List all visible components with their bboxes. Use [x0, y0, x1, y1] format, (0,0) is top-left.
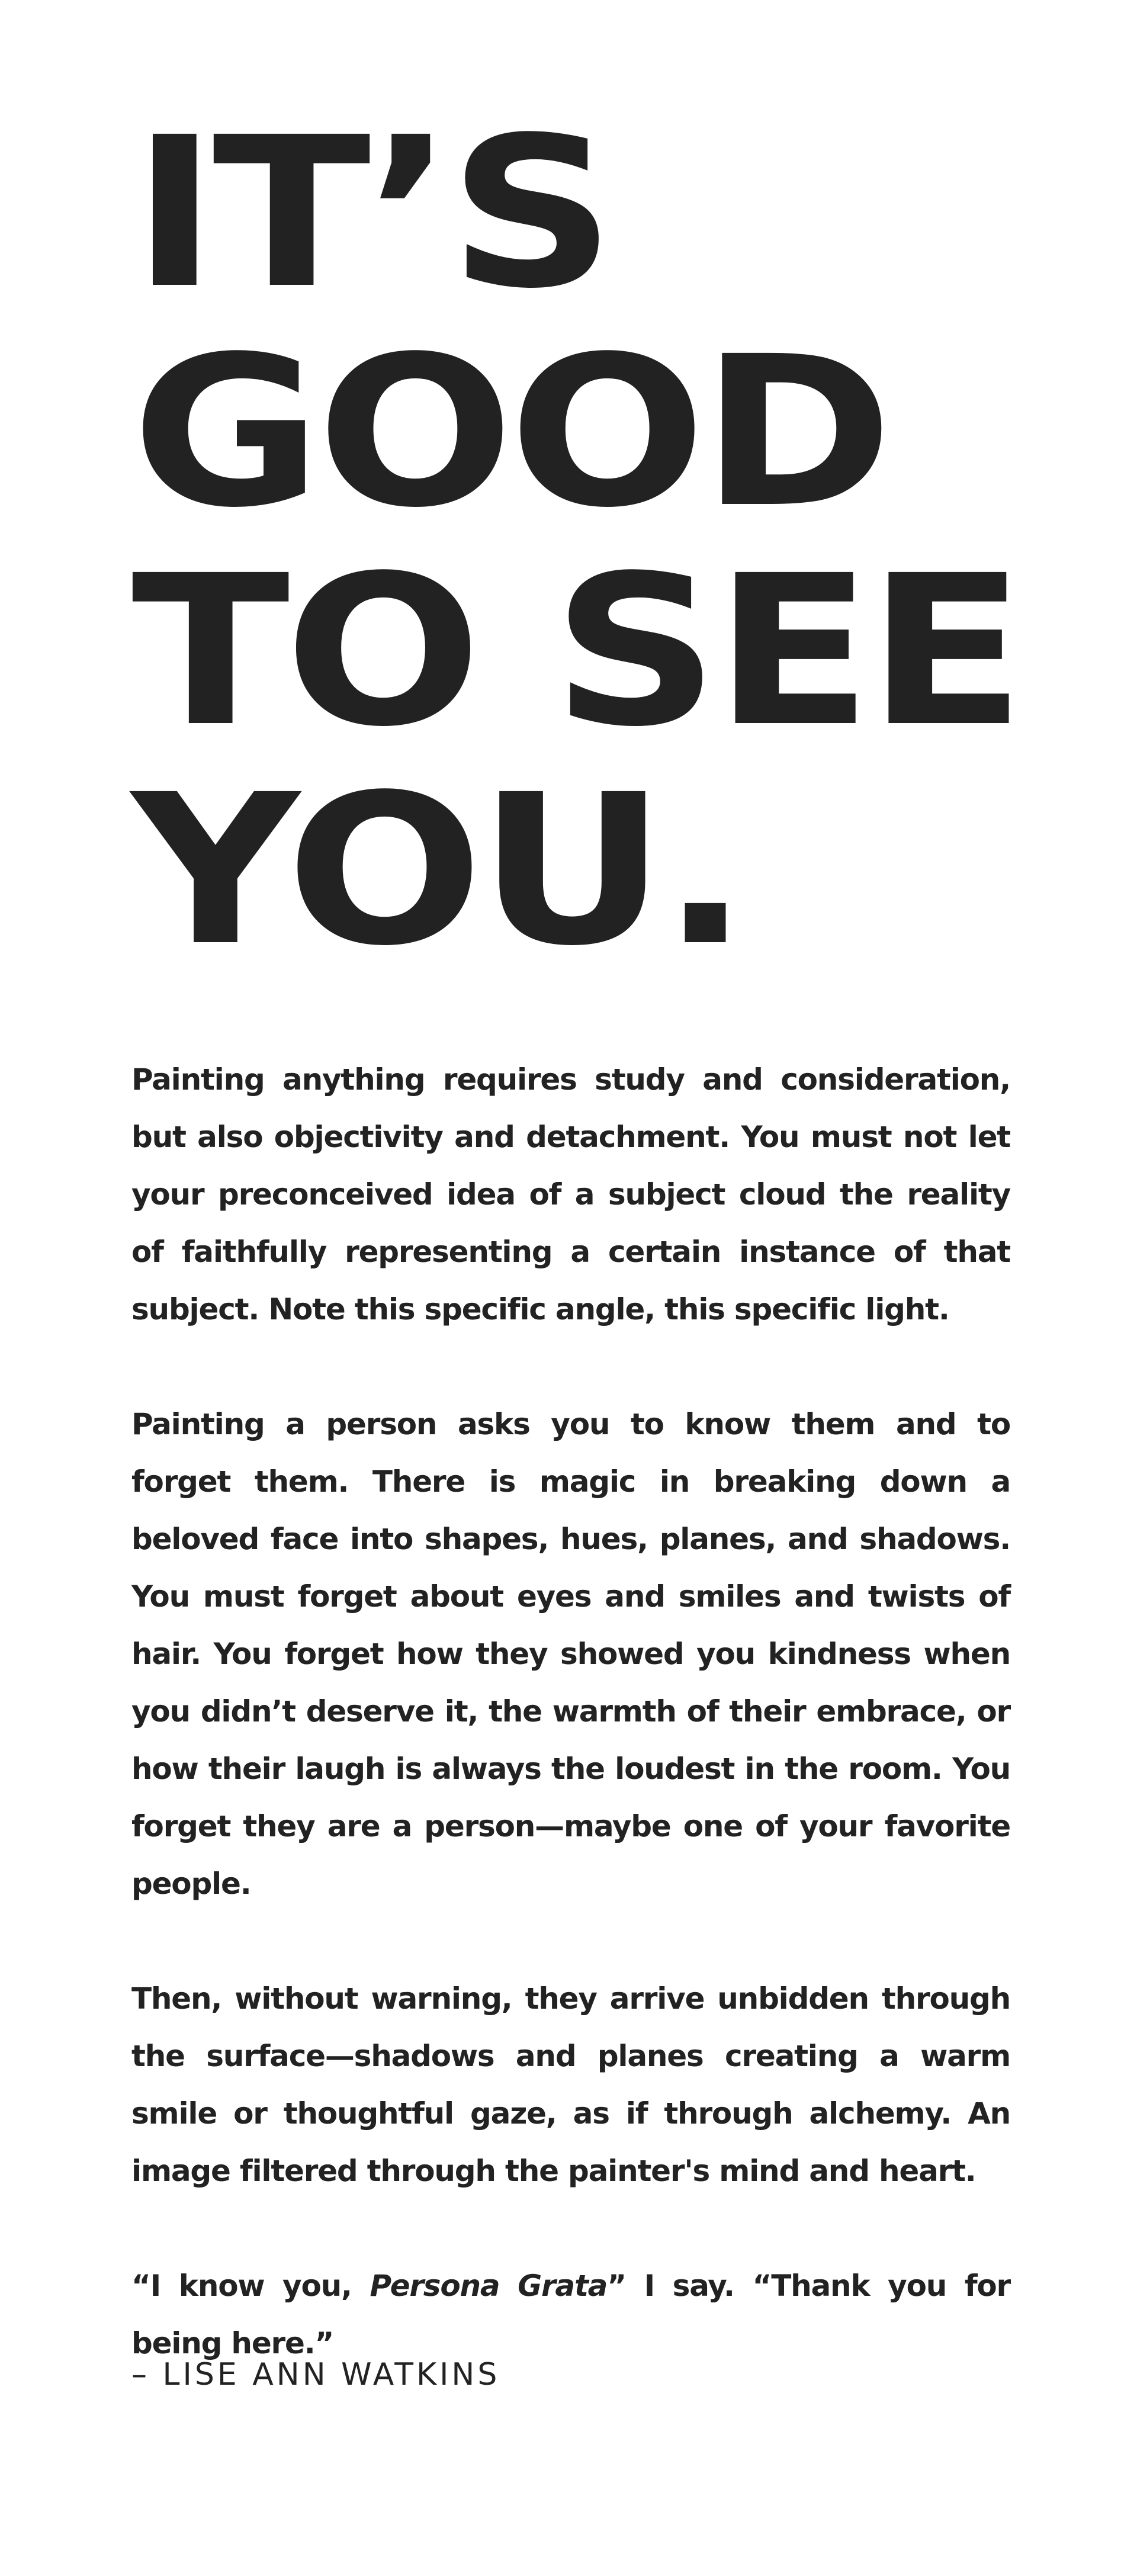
headline-line-4: YOU.	[131, 750, 744, 991]
paragraph-3: Then, without warning, they arrive unbidden through the surface—shadows and planes creating a warm smile or thoughtful gaze, as if through alchemy. An image filtered through the painter's mind and heart.	[131, 1981, 1010, 2188]
headline	[131, 0, 1116, 991]
headline-line-2: GOOD	[131, 311, 888, 553]
body-text	[131, 1051, 1010, 2430]
headline-line-3: TO SEE	[131, 531, 1021, 772]
paragraph-4	[131, 2257, 1010, 2372]
paragraph-2: Painting a person asks you to know them and to forget them. There is magic in breaking down a beloved face into shapes, hues, planes, and shadows. You must forget about eyes and smiles and twists of hair. You forget how they showed you kindness when you didn’t deserve it, the warmth of their embrace, or how their laugh is always the loudest in the room. You forget they are a person—maybe one of your favorite people.	[131, 1407, 1010, 1901]
artwork-title: Persona Grata	[370, 2269, 608, 2303]
author-signature: – LISE ANN WATKINS	[131, 2357, 500, 2392]
headline-line-1: IT’S	[131, 92, 611, 334]
paragraph-1: Painting anything requires study and consideration, but also objectivity and detachment. You must not let your preconceived idea of a subject cloud the reality of faithfully representing a certain instance of that subject. Note this specific angle, this specific light.	[131, 1062, 1010, 1326]
quote-closing: ” I say. “Thank you for being here.”	[131, 2269, 1010, 2360]
quote-opening: “I know you,	[131, 2269, 370, 2303]
page-content	[131, 0, 1021, 2392]
